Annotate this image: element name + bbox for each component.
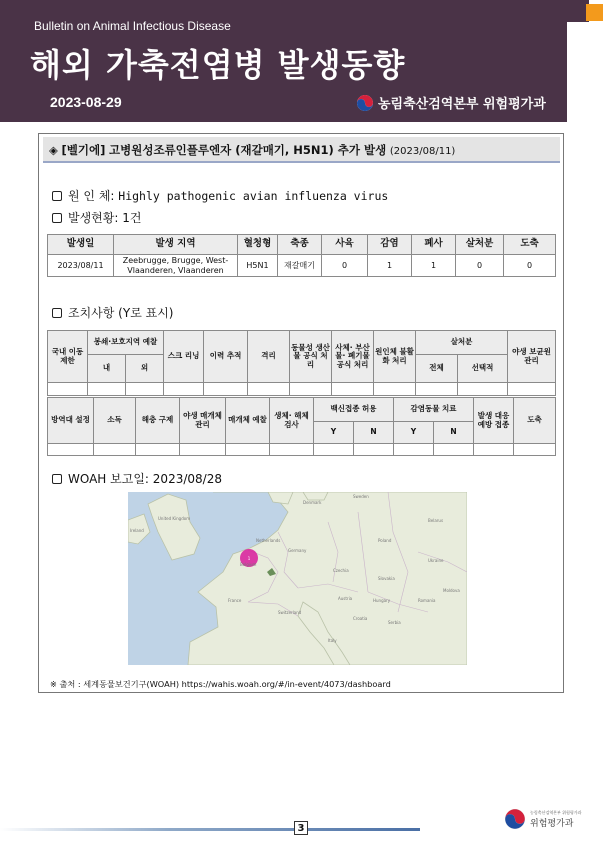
measures2-header-row-1 <box>48 398 556 422</box>
map-label: Switzerland <box>278 610 302 615</box>
col-header: 도축 <box>504 235 556 255</box>
measure-slaughter: 도축 <box>514 398 556 444</box>
map-label: Belgium <box>240 562 257 567</box>
measure-wild-carrier: 야생 매개체 관리 <box>180 398 226 444</box>
measure-product-disposal: 동물성 생산물 공식 처리 <box>290 331 332 383</box>
header-banner <box>0 0 567 122</box>
measure-culling-all: 전체 <box>416 355 458 383</box>
report-title <box>43 137 560 163</box>
cell-dead: 1 <box>412 255 456 277</box>
header-org <box>356 93 546 112</box>
col-header: 폐사 <box>412 235 456 255</box>
map-label: Hungary <box>373 598 391 603</box>
map-label: Croatia <box>353 616 368 621</box>
status-label: 발생현황: <box>68 211 119 225</box>
report-country: [벨기에] <box>61 143 106 157</box>
corner-square-orange <box>586 4 603 21</box>
table-header-row <box>48 235 556 255</box>
outbreak-marker-label: 1 <box>247 556 251 561</box>
map-label: Austria <box>338 596 353 601</box>
cause-line <box>52 187 388 204</box>
map-label: Sweden <box>353 494 369 499</box>
cell-species: 재갈매기 <box>278 255 322 277</box>
col-header: 발생일 <box>48 235 114 255</box>
map-label: Italy <box>328 638 337 643</box>
diamond-icon: ◈ <box>49 143 58 157</box>
measure-treatment: 감염동물 치료 <box>394 398 474 422</box>
checkbox-icon <box>52 213 62 223</box>
outbreak-table <box>47 234 556 277</box>
treatment-no: N <box>434 422 474 444</box>
source-note: ※ 출처 : 세계동물보건기구(WOAH) https://wahis.woah.org/#/in-event/4073/dashboard <box>50 679 391 689</box>
cell-infected: 1 <box>368 255 412 277</box>
header-subtitle: Bulletin on Animal Infectious Disease <box>34 19 231 33</box>
measure-carcass-disposal: 사체· 부산물· 폐기물 공식 처리 <box>332 331 374 383</box>
footer-bar <box>0 828 420 831</box>
col-header: 축종 <box>278 235 322 255</box>
map-label: United Kingdom <box>158 516 191 521</box>
cell-date: 2023/08/11 <box>48 255 114 277</box>
map-label: Ukraine <box>428 558 444 563</box>
table-row <box>48 255 556 277</box>
cell-reared: 0 <box>322 255 368 277</box>
measure-prevention-vaccination: 발생 대응 예방 접종 <box>474 398 514 444</box>
map-label: Romania <box>418 598 436 603</box>
woah-label: WOAH 보고일: <box>68 472 149 486</box>
status-value: 1건 <box>122 211 142 225</box>
cell-region: Zeebrugge, Brugge, West-Vlaanderen, Vlaanderen <box>114 255 238 277</box>
footer-org-small: 농림축산검역본부 위험평가과 <box>530 809 582 815</box>
header-org-name: 농림축산검역본부 위험평가과 <box>378 97 546 112</box>
cell-culled: 0 <box>456 255 504 277</box>
cause-value: Highly pathogenic avian influenza virus <box>118 189 389 203</box>
outbreak-map <box>128 492 467 665</box>
report-title-main: 고병원성조류인플루엔자 (재갈매기, H5N1) 추가 발생 <box>109 143 387 157</box>
status-line <box>52 209 141 226</box>
measure-zone-out: 외 <box>126 355 164 383</box>
vaccination-no: N <box>354 422 394 444</box>
measure-vector-surveillance: 매개체 예찰 <box>226 398 270 444</box>
cause-label: 원 인 체: <box>68 189 115 203</box>
page-number: 3 <box>294 821 308 835</box>
measure-quarantine: 격리 <box>248 331 290 383</box>
map-label: Ireland <box>130 528 144 533</box>
measures-value-row-1 <box>48 383 556 396</box>
map-label: Moldova <box>443 588 460 593</box>
col-header: 감염 <box>368 235 412 255</box>
measure-culling: 살처분 <box>416 331 508 355</box>
measure-culling-selective: 선택적 <box>458 355 508 383</box>
map-label: Serbia <box>388 620 401 625</box>
measures-line <box>52 304 173 321</box>
measures-table-1 <box>47 330 556 396</box>
measure-vaccination: 백신접종 허용 <box>314 398 394 422</box>
map-label: Poland <box>378 538 392 543</box>
col-header: 사육 <box>322 235 368 255</box>
cell-slaughtered: 0 <box>504 255 556 277</box>
checkbox-icon <box>52 474 62 484</box>
measure-zone-in: 내 <box>88 355 126 383</box>
checkbox-icon <box>52 191 62 201</box>
map-graphic <box>128 492 467 665</box>
map-label: Slovakia <box>378 576 395 581</box>
map-label: Czechia <box>333 568 349 573</box>
measure-disinfection: 소독 <box>94 398 136 444</box>
measure-vaccination-zone: 방역대 설정 <box>48 398 94 444</box>
measures2-value-row <box>48 444 556 456</box>
map-label: Belarus <box>428 518 444 523</box>
page-title: 해외 가축전염병 발생동향 <box>30 46 406 84</box>
footer-org <box>504 808 582 830</box>
map-label: Netherlands <box>256 538 281 543</box>
measure-screening: 스크 리닝 <box>164 331 204 383</box>
col-header: 혈청형 <box>238 235 278 255</box>
measure-tracing: 이력 추적 <box>204 331 248 383</box>
measure-domestic-movement: 국내 이동 제한 <box>48 331 88 383</box>
woah-line <box>52 470 222 487</box>
col-header: 발생 지역 <box>114 235 238 255</box>
cell-serotype: H5N1 <box>238 255 278 277</box>
taeguk-logo-icon <box>504 808 526 830</box>
taeguk-logo-icon <box>356 94 374 112</box>
measure-zone: 봉쇄·보호지역 예찰 <box>88 331 164 355</box>
footer-org-text <box>530 810 582 829</box>
measures-label: 조치사항 (Y로 표시) <box>68 306 174 320</box>
measures-header-row-1 <box>48 331 556 355</box>
checkbox-icon <box>52 308 62 318</box>
measure-bio-inspection: 생체· 해체 검사 <box>270 398 314 444</box>
measure-vector-control: 해충 구제 <box>136 398 180 444</box>
footer-org-name: 위험평가과 <box>530 818 574 829</box>
map-label: Denmark <box>303 500 322 505</box>
header-date: 2023-08-29 <box>50 94 122 110</box>
map-label: Germany <box>288 548 307 553</box>
report-title-date: (2023/08/11) <box>389 146 456 157</box>
map-label: France <box>228 598 242 603</box>
treatment-yes: Y <box>394 422 434 444</box>
measures-table-2 <box>47 397 556 456</box>
vaccination-yes: Y <box>314 422 354 444</box>
woah-date: 2023/08/28 <box>152 472 222 486</box>
col-header: 살처분 <box>456 235 504 255</box>
measure-wildlife-control: 야생 보균원 관리 <box>508 331 556 383</box>
measure-agent-inactivation: 원인체 불활화 처리 <box>374 331 416 383</box>
